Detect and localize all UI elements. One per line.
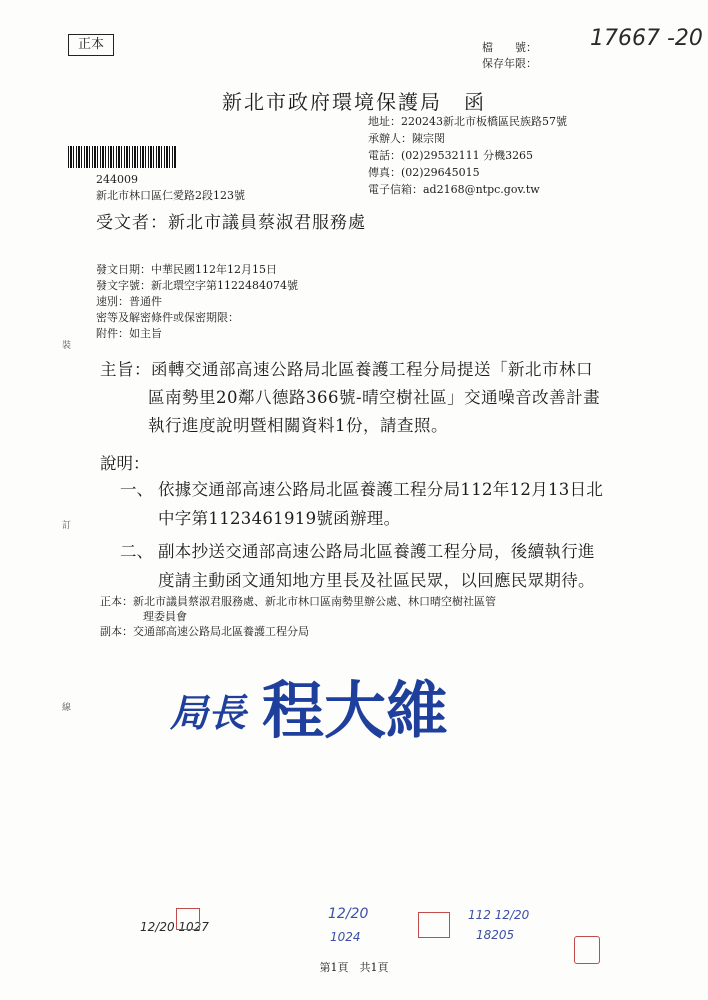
approval-seal — [176, 908, 200, 930]
retention-period-label: 保存年限： — [482, 57, 537, 70]
cc-main: 理委員會 — [143, 610, 187, 623]
handwritten-note-mid-top: 12/20 — [328, 906, 369, 922]
barcode-graphic — [68, 146, 176, 168]
recipient-zip: 244009 — [96, 173, 138, 186]
handwritten-reference-number: 17667 -20 — [590, 26, 703, 51]
sender-address: 地址：220243新北市板橋區民族路57號 — [368, 115, 567, 128]
page-number: 第1頁 共1頁 — [319, 961, 389, 974]
approval-seal — [418, 912, 450, 938]
subject-line: 執行進度說明暨相關資料1份，請查照。 — [148, 416, 448, 435]
recipient: 受文者：新北市議員蔡淑君服務處 — [96, 213, 366, 233]
svg-text:局長: 局長 — [170, 691, 247, 735]
subject-line: 區南勢里20鄰八德路366號-晴空樹社區」交通噪音改善計畫 — [148, 388, 601, 407]
sender-handler: 承辦人：陳宗閔 — [368, 132, 445, 145]
item-line: 度請主動函文通知地方里長及社區民眾，以回應民眾期待。 — [158, 571, 595, 590]
cc-copy: 副本：交通部高速公路局北區養護工程分局 — [100, 625, 309, 638]
item-line: 中字第1123461919號函辦理。 — [158, 509, 401, 528]
binding-mark: 訂 — [62, 521, 72, 531]
handwritten-note-right-top: 112 12/20 — [468, 908, 530, 922]
secrecy-level: 密等及解密條件或保密期限： — [96, 311, 239, 324]
issue-date: 發文日期：中華民國112年12月15日 — [96, 263, 277, 276]
item-line: 依據交通部高速公路局北區養護工程分局112年12月13日北 — [158, 480, 604, 499]
cc-main: 正本：新北市議員蔡淑君服務處、新北市林口區南勢里辦公處、林口晴空樹社區管 — [100, 595, 496, 608]
subject-line: 主旨：函轉交通部高速公路局北區養護工程分局提送「新北市林口 — [100, 360, 593, 379]
explanation-label: 說明： — [100, 454, 150, 473]
svg-text:程大維: 程大維 — [262, 674, 449, 747]
speed-class: 速別：普通件 — [96, 295, 162, 308]
handwritten-note-left: 12/20 1027 — [140, 920, 209, 934]
item-number: 二、 — [120, 542, 153, 561]
file-number-label: 檔 號： — [482, 41, 537, 54]
binding-mark: 裝 — [62, 341, 72, 351]
document-type-label: 正本 — [68, 34, 114, 56]
sender-fax: 傳真：(02)29645015 — [368, 166, 480, 179]
item-line: 副本抄送交通部高速公路局北區養護工程分局，後續執行進 — [158, 542, 595, 561]
sender-phone: 電話：(02)29532111 分機3265 — [368, 149, 534, 162]
attachment: 附件：如主旨 — [96, 327, 162, 340]
page-title: 新北市政府環境保護局 函 — [222, 90, 486, 114]
item-number: 一、 — [120, 480, 153, 499]
recipient-address: 新北市林口區仁愛路2段123號 — [96, 189, 245, 202]
handwritten-note-right-bottom: 18205 — [476, 928, 515, 942]
sender-email: 電子信箱：ad2168@ntpc.gov.tw — [368, 183, 540, 196]
binding-mark: 線 — [62, 703, 72, 713]
issue-number: 發文字號：新北環空字第1122484074號 — [96, 279, 298, 292]
director-signature-stamp — [170, 668, 510, 748]
handwritten-note-mid-bottom: 1024 — [330, 930, 361, 944]
